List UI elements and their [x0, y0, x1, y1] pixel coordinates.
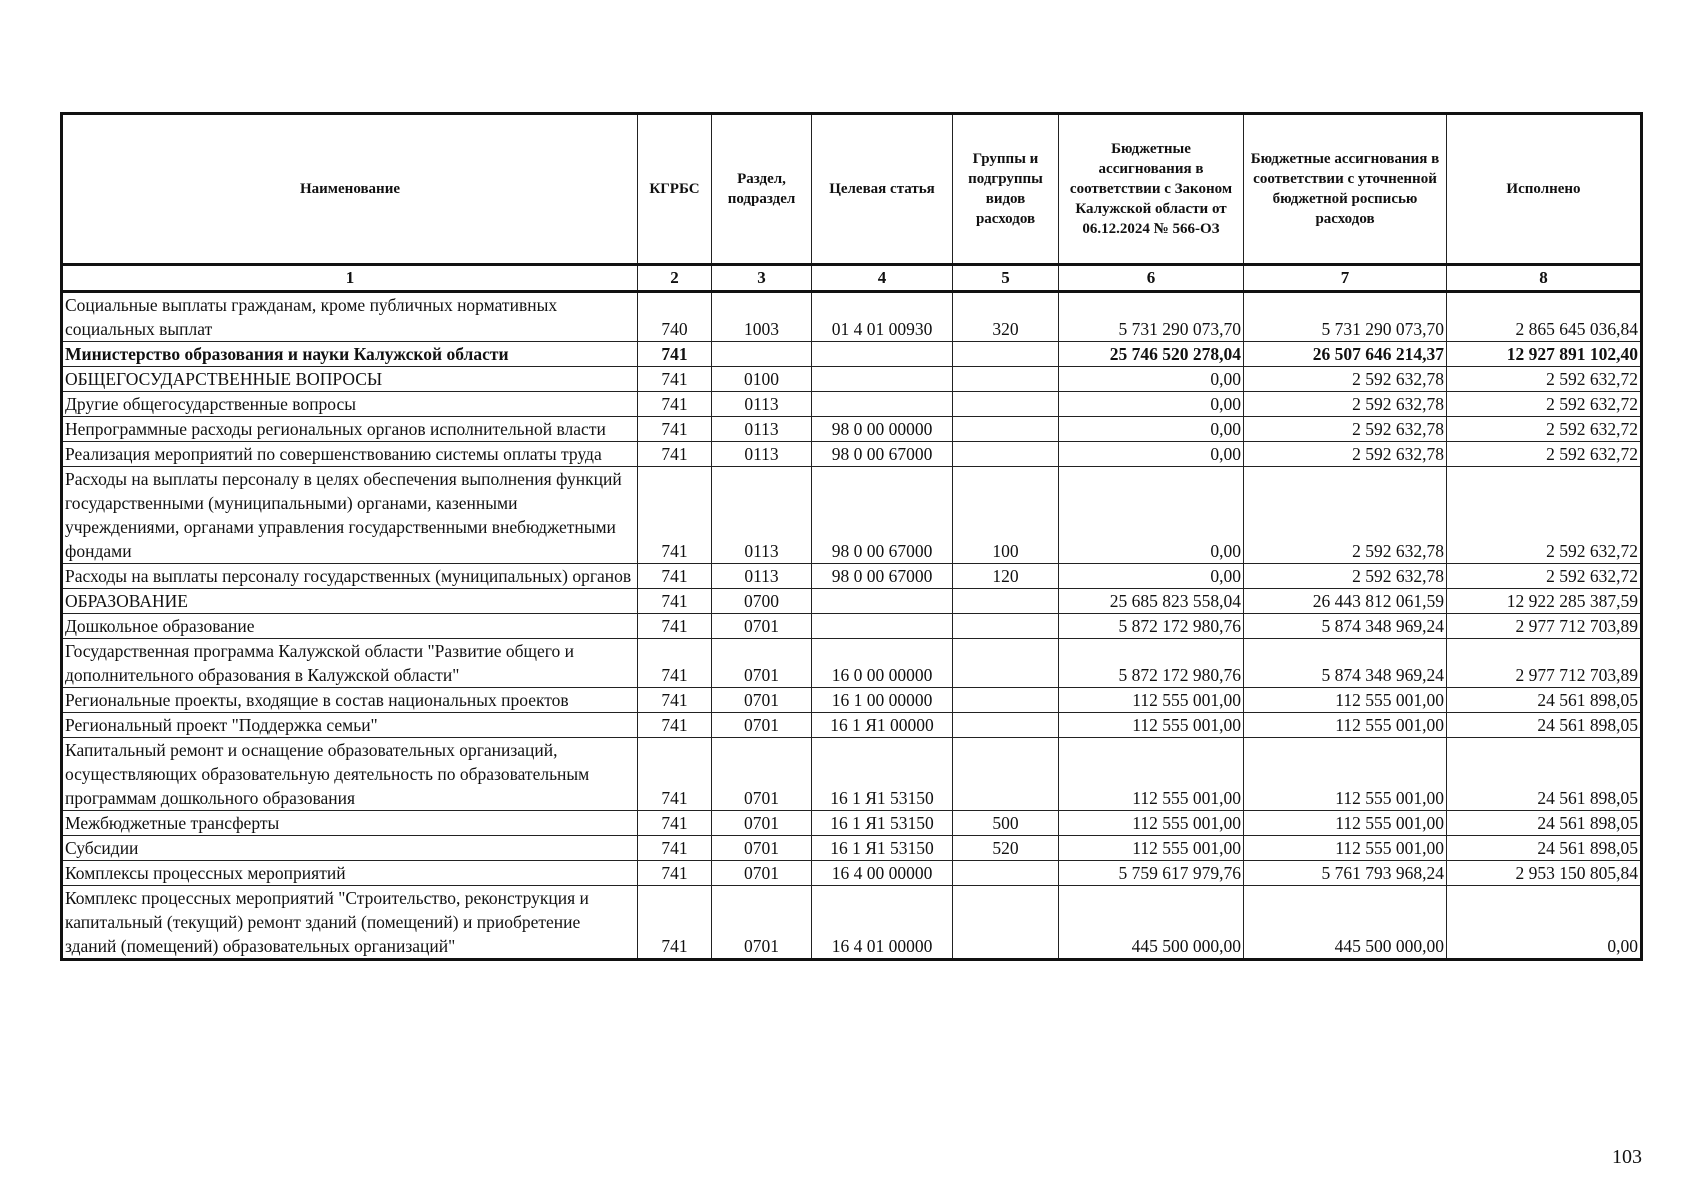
cell-target-article: 01 4 01 00930: [812, 292, 953, 342]
table-row: [62, 688, 1642, 713]
cell-target-article: 98 0 00 67000: [812, 467, 953, 564]
column-number: 4: [812, 265, 953, 292]
cell-kgrbs: 741: [638, 639, 712, 688]
cell-refined-allocation: 2 592 632,78: [1244, 417, 1447, 442]
cell-executed: 24 561 898,05: [1447, 738, 1642, 811]
column-number: 1: [62, 265, 638, 292]
table-row: [62, 614, 1642, 639]
cell-expense-group: [953, 417, 1059, 442]
cell-kgrbs: 741: [638, 342, 712, 367]
cell-law-allocation: 5 759 617 979,76: [1059, 861, 1244, 886]
cell-refined-allocation: 5 731 290 073,70: [1244, 292, 1447, 342]
cell-executed: 24 561 898,05: [1447, 811, 1642, 836]
cell-expense-group: [953, 639, 1059, 688]
cell-section: 0701: [712, 614, 812, 639]
table-row: [62, 467, 1642, 564]
cell-section: 0701: [712, 886, 812, 960]
cell-kgrbs: 741: [638, 886, 712, 960]
cell-name: Межбюджетные трансферты: [62, 811, 638, 836]
cell-name: Региональный проект "Поддержка семьи": [62, 713, 638, 738]
cell-name: Государственная программа Калужской области "Развитие общего и дополнительного образования в Калужской области": [62, 639, 638, 688]
cell-name: Непрограммные расходы региональных органов исполнительной власти: [62, 417, 638, 442]
cell-executed: 2 953 150 805,84: [1447, 861, 1642, 886]
cell-section: 0701: [712, 836, 812, 861]
cell-name: Другие общегосударственные вопросы: [62, 392, 638, 417]
cell-executed: 0,00: [1447, 886, 1642, 960]
cell-refined-allocation: 2 592 632,78: [1244, 442, 1447, 467]
cell-target-article: 16 4 01 00000: [812, 886, 953, 960]
cell-section: 0700: [712, 589, 812, 614]
cell-target-article: 16 1 Я1 00000: [812, 713, 953, 738]
cell-target-article: 16 1 Я1 53150: [812, 811, 953, 836]
cell-kgrbs: 741: [638, 688, 712, 713]
cell-executed: 2 977 712 703,89: [1447, 639, 1642, 688]
table-row: [62, 589, 1642, 614]
header-executed: Исполнено: [1447, 114, 1642, 265]
cell-name: Министерство образования и науки Калужской области: [62, 342, 638, 367]
cell-section: 0113: [712, 467, 812, 564]
cell-kgrbs: 741: [638, 713, 712, 738]
cell-refined-allocation: 26 443 812 061,59: [1244, 589, 1447, 614]
cell-expense-group: [953, 861, 1059, 886]
cell-section: 0113: [712, 417, 812, 442]
cell-target-article: 16 1 Я1 53150: [812, 836, 953, 861]
cell-refined-allocation: 5 874 348 969,24: [1244, 614, 1447, 639]
cell-section: 0113: [712, 442, 812, 467]
cell-refined-allocation: 2 592 632,78: [1244, 467, 1447, 564]
cell-kgrbs: 741: [638, 811, 712, 836]
cell-expense-group: [953, 367, 1059, 392]
cell-section: 0701: [712, 811, 812, 836]
cell-executed: 2 865 645 036,84: [1447, 292, 1642, 342]
cell-section: 0100: [712, 367, 812, 392]
cell-expense-group: 120: [953, 564, 1059, 589]
table-row: [62, 738, 1642, 811]
cell-executed: 2 592 632,72: [1447, 392, 1642, 417]
table-row: [62, 811, 1642, 836]
cell-law-allocation: 445 500 000,00: [1059, 886, 1244, 960]
cell-target-article: 16 1 00 00000: [812, 688, 953, 713]
cell-expense-group: [953, 688, 1059, 713]
table-row: [62, 713, 1642, 738]
column-number: 2: [638, 265, 712, 292]
table-row: [62, 292, 1642, 342]
cell-law-allocation: 5 731 290 073,70: [1059, 292, 1244, 342]
table-header-row: [62, 114, 1642, 265]
cell-expense-group: [953, 442, 1059, 467]
cell-section: 0701: [712, 861, 812, 886]
table-row: [62, 564, 1642, 589]
cell-refined-allocation: 445 500 000,00: [1244, 886, 1447, 960]
cell-kgrbs: 741: [638, 589, 712, 614]
cell-law-allocation: 112 555 001,00: [1059, 811, 1244, 836]
cell-target-article: 98 0 00 67000: [812, 442, 953, 467]
cell-executed: 12 922 285 387,59: [1447, 589, 1642, 614]
cell-target-article: [812, 589, 953, 614]
cell-section: 0113: [712, 564, 812, 589]
cell-executed: 2 592 632,72: [1447, 417, 1642, 442]
cell-kgrbs: 741: [638, 738, 712, 811]
cell-expense-group: [953, 614, 1059, 639]
column-number: 6: [1059, 265, 1244, 292]
cell-kgrbs: 741: [638, 392, 712, 417]
cell-name: Капитальный ремонт и оснащение образовательных организаций, осуществляющих образовательную деятельность по образовательным программам дошкольного образования: [62, 738, 638, 811]
cell-kgrbs: 741: [638, 442, 712, 467]
cell-target-article: 16 0 00 00000: [812, 639, 953, 688]
cell-expense-group: [953, 342, 1059, 367]
cell-section: 0701: [712, 738, 812, 811]
cell-law-allocation: 112 555 001,00: [1059, 688, 1244, 713]
cell-law-allocation: 0,00: [1059, 467, 1244, 564]
cell-refined-allocation: 112 555 001,00: [1244, 738, 1447, 811]
table-row: [62, 886, 1642, 960]
cell-law-allocation: 0,00: [1059, 442, 1244, 467]
table-row: [62, 861, 1642, 886]
cell-expense-group: 320: [953, 292, 1059, 342]
cell-name: ОБЩЕГОСУДАРСТВЕННЫЕ ВОПРОСЫ: [62, 367, 638, 392]
cell-law-allocation: 0,00: [1059, 417, 1244, 442]
cell-name: Расходы на выплаты персоналу государственных (муниципальных) органов: [62, 564, 638, 589]
cell-expense-group: 100: [953, 467, 1059, 564]
cell-kgrbs: 741: [638, 614, 712, 639]
table-row: [62, 342, 1642, 367]
cell-expense-group: [953, 738, 1059, 811]
cell-refined-allocation: 112 555 001,00: [1244, 713, 1447, 738]
cell-executed: 2 592 632,72: [1447, 564, 1642, 589]
cell-refined-allocation: 2 592 632,78: [1244, 392, 1447, 417]
cell-executed: 2 592 632,72: [1447, 442, 1642, 467]
cell-section: [712, 342, 812, 367]
cell-refined-allocation: 112 555 001,00: [1244, 836, 1447, 861]
cell-name: Субсидии: [62, 836, 638, 861]
cell-target-article: 98 0 00 67000: [812, 564, 953, 589]
cell-refined-allocation: 2 592 632,78: [1244, 367, 1447, 392]
cell-kgrbs: 741: [638, 417, 712, 442]
column-number: 7: [1244, 265, 1447, 292]
cell-refined-allocation: 112 555 001,00: [1244, 811, 1447, 836]
header-refined-allocations: Бюджетные ассигнования в соответствии с уточненной бюджетной росписью расходов: [1244, 114, 1447, 265]
cell-expense-group: 520: [953, 836, 1059, 861]
cell-name: Комплексы процессных мероприятий: [62, 861, 638, 886]
cell-name: ОБРАЗОВАНИЕ: [62, 589, 638, 614]
header-section: Раздел, подраздел: [712, 114, 812, 265]
cell-refined-allocation: 5 874 348 969,24: [1244, 639, 1447, 688]
cell-law-allocation: 0,00: [1059, 367, 1244, 392]
cell-name: Дошкольное образование: [62, 614, 638, 639]
cell-expense-group: [953, 392, 1059, 417]
cell-refined-allocation: 26 507 646 214,37: [1244, 342, 1447, 367]
cell-section: 0701: [712, 639, 812, 688]
cell-name: Расходы на выплаты персоналу в целях обеспечения выполнения функций государственными (муниципальными) органами, казенными учреждениями, органами управления государственными внебюджетными фондами: [62, 467, 638, 564]
cell-executed: 2 592 632,72: [1447, 467, 1642, 564]
column-number: 3: [712, 265, 812, 292]
header-kgrbs: КГРБС: [638, 114, 712, 265]
cell-section: 0701: [712, 688, 812, 713]
cell-executed: 24 561 898,05: [1447, 688, 1642, 713]
budget-table: [60, 112, 1643, 961]
header-name: Наименование: [62, 114, 638, 265]
cell-name: Реализация мероприятий по совершенствованию системы оплаты труда: [62, 442, 638, 467]
cell-target-article: [812, 392, 953, 417]
cell-target-article: 16 1 Я1 53150: [812, 738, 953, 811]
cell-executed: 24 561 898,05: [1447, 836, 1642, 861]
cell-name: Социальные выплаты гражданам, кроме публичных нормативных социальных выплат: [62, 292, 638, 342]
cell-law-allocation: 112 555 001,00: [1059, 738, 1244, 811]
cell-refined-allocation: 112 555 001,00: [1244, 688, 1447, 713]
cell-name: Региональные проекты, входящие в состав национальных проектов: [62, 688, 638, 713]
header-target-article: Целевая статья: [812, 114, 953, 265]
column-number: 8: [1447, 265, 1642, 292]
cell-expense-group: [953, 886, 1059, 960]
cell-name: Комплекс процессных мероприятий "Строительство, реконструкция и капитальный (текущий) ремонт зданий (помещений) и приобретение зданий (помещений) образовательных организаций": [62, 886, 638, 960]
header-law-allocations: Бюджетные ассигнования в соответствии с Законом Калужской области от 06.12.2024 № 566-ОЗ: [1059, 114, 1244, 265]
cell-expense-group: [953, 589, 1059, 614]
cell-expense-group: [953, 713, 1059, 738]
cell-law-allocation: 0,00: [1059, 564, 1244, 589]
page-number: 103: [1612, 1146, 1642, 1168]
table-row: [62, 392, 1642, 417]
cell-target-article: [812, 614, 953, 639]
cell-law-allocation: 25 746 520 278,04: [1059, 342, 1244, 367]
table-body: [62, 292, 1642, 960]
cell-kgrbs: 741: [638, 564, 712, 589]
cell-section: 0701: [712, 713, 812, 738]
cell-kgrbs: 741: [638, 836, 712, 861]
table-row: [62, 417, 1642, 442]
table-row: [62, 836, 1642, 861]
column-number: 5: [953, 265, 1059, 292]
cell-kgrbs: 741: [638, 467, 712, 564]
table-row: [62, 367, 1642, 392]
cell-kgrbs: 741: [638, 367, 712, 392]
cell-target-article: 16 4 00 00000: [812, 861, 953, 886]
cell-section: 1003: [712, 292, 812, 342]
cell-executed: 2 592 632,72: [1447, 367, 1642, 392]
cell-executed: 2 977 712 703,89: [1447, 614, 1642, 639]
cell-section: 0113: [712, 392, 812, 417]
cell-law-allocation: 112 555 001,00: [1059, 836, 1244, 861]
cell-refined-allocation: 5 761 793 968,24: [1244, 861, 1447, 886]
cell-law-allocation: 5 872 172 980,76: [1059, 614, 1244, 639]
cell-kgrbs: 741: [638, 861, 712, 886]
header-expense-groups: Группы и подгруппы видов расходов: [953, 114, 1059, 265]
column-number-row: [62, 265, 1642, 292]
cell-target-article: [812, 367, 953, 392]
cell-target-article: [812, 342, 953, 367]
cell-law-allocation: 5 872 172 980,76: [1059, 639, 1244, 688]
cell-expense-group: 500: [953, 811, 1059, 836]
cell-law-allocation: 0,00: [1059, 392, 1244, 417]
table-row: [62, 639, 1642, 688]
table-row: [62, 442, 1642, 467]
cell-refined-allocation: 2 592 632,78: [1244, 564, 1447, 589]
cell-kgrbs: 740: [638, 292, 712, 342]
cell-law-allocation: 112 555 001,00: [1059, 713, 1244, 738]
cell-target-article: 98 0 00 00000: [812, 417, 953, 442]
cell-law-allocation: 25 685 823 558,04: [1059, 589, 1244, 614]
cell-executed: 24 561 898,05: [1447, 713, 1642, 738]
cell-executed: 12 927 891 102,40: [1447, 342, 1642, 367]
